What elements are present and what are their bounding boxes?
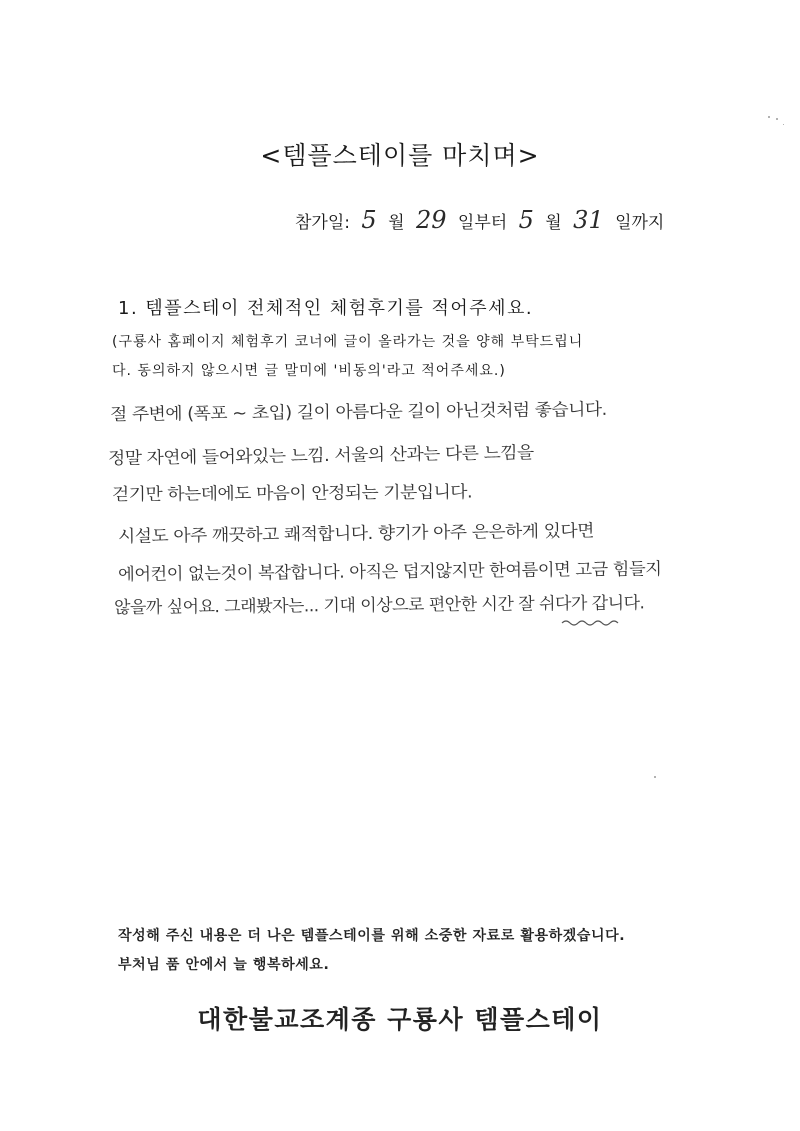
to-unit: 일까지 [615, 213, 665, 233]
scan-speck [768, 116, 770, 118]
handwritten-line: 에어컨이 없는것이 복잡합니다. 아직은 덥지않지만 한여름이면 고금 힘들지 [117, 559, 662, 585]
organization-name: 대한불교조계종 구룡사 템플스테이 [197, 1005, 603, 1034]
from-unit: 일부터 [457, 213, 508, 233]
handwritten-line: 시설도 아주 깨끗하고 쾌적합니다. 향기가 아주 은은하게 있다면 [117, 521, 594, 547]
start-day-handwritten: 29 [415, 206, 447, 234]
consent-note-line-2: 다. 동의하지 않으시면 글 말미에 '비동의'라고 적어주세요.) [112, 363, 506, 379]
footer-thanks-line: 작성해 주신 내용은 더 나은 템플스테이를 위해 소중한 자료로 활용하겠습니다. [118, 928, 626, 944]
scan-speck [654, 776, 656, 778]
footer-blessing-line: 부처님 품 안에서 늘 행복하세요. [118, 957, 330, 973]
handwritten-line: 절 주변에 (폭포 ~ 초입) 길이 아름다운 길이 아닌것처럼 좋습니다. [109, 399, 607, 425]
scan-speck [776, 118, 778, 120]
consent-note-line-1: (구룡사 홈페이지 체험후기 코너에 글이 올라가는 것을 양해 부탁드립니 [112, 334, 584, 350]
section-heading: 1. 템플스테이 전체적인 체험후기를 적어주세요. [118, 298, 534, 319]
participation-date-line [293, 206, 666, 234]
start-month-handwritten: 5 [361, 206, 377, 234]
handwritten-line: 않을까 싶어요. 그래봤자는... 기대 이상으로 편안한 시간 잘 쉬다가 갑니다. [113, 593, 645, 618]
end-day-handwritten: 31 [573, 206, 604, 234]
scan-speck [783, 124, 784, 125]
page-title: <템플스테이를 마치며> [260, 141, 540, 170]
underline-squiggle-icon [560, 618, 620, 628]
end-month-handwritten: 5 [518, 206, 534, 234]
handwritten-line: 정말 자연에 들어와있는 느낌. 서울의 산과는 다른 느낌을 [107, 443, 534, 469]
start-month-unit: 월 [388, 213, 405, 233]
end-month-unit: 월 [545, 213, 562, 233]
participation-label: 참가일: [295, 213, 350, 233]
handwritten-line: 걷기만 하는데에도 마음이 안정되는 기분입니다. [111, 482, 473, 505]
